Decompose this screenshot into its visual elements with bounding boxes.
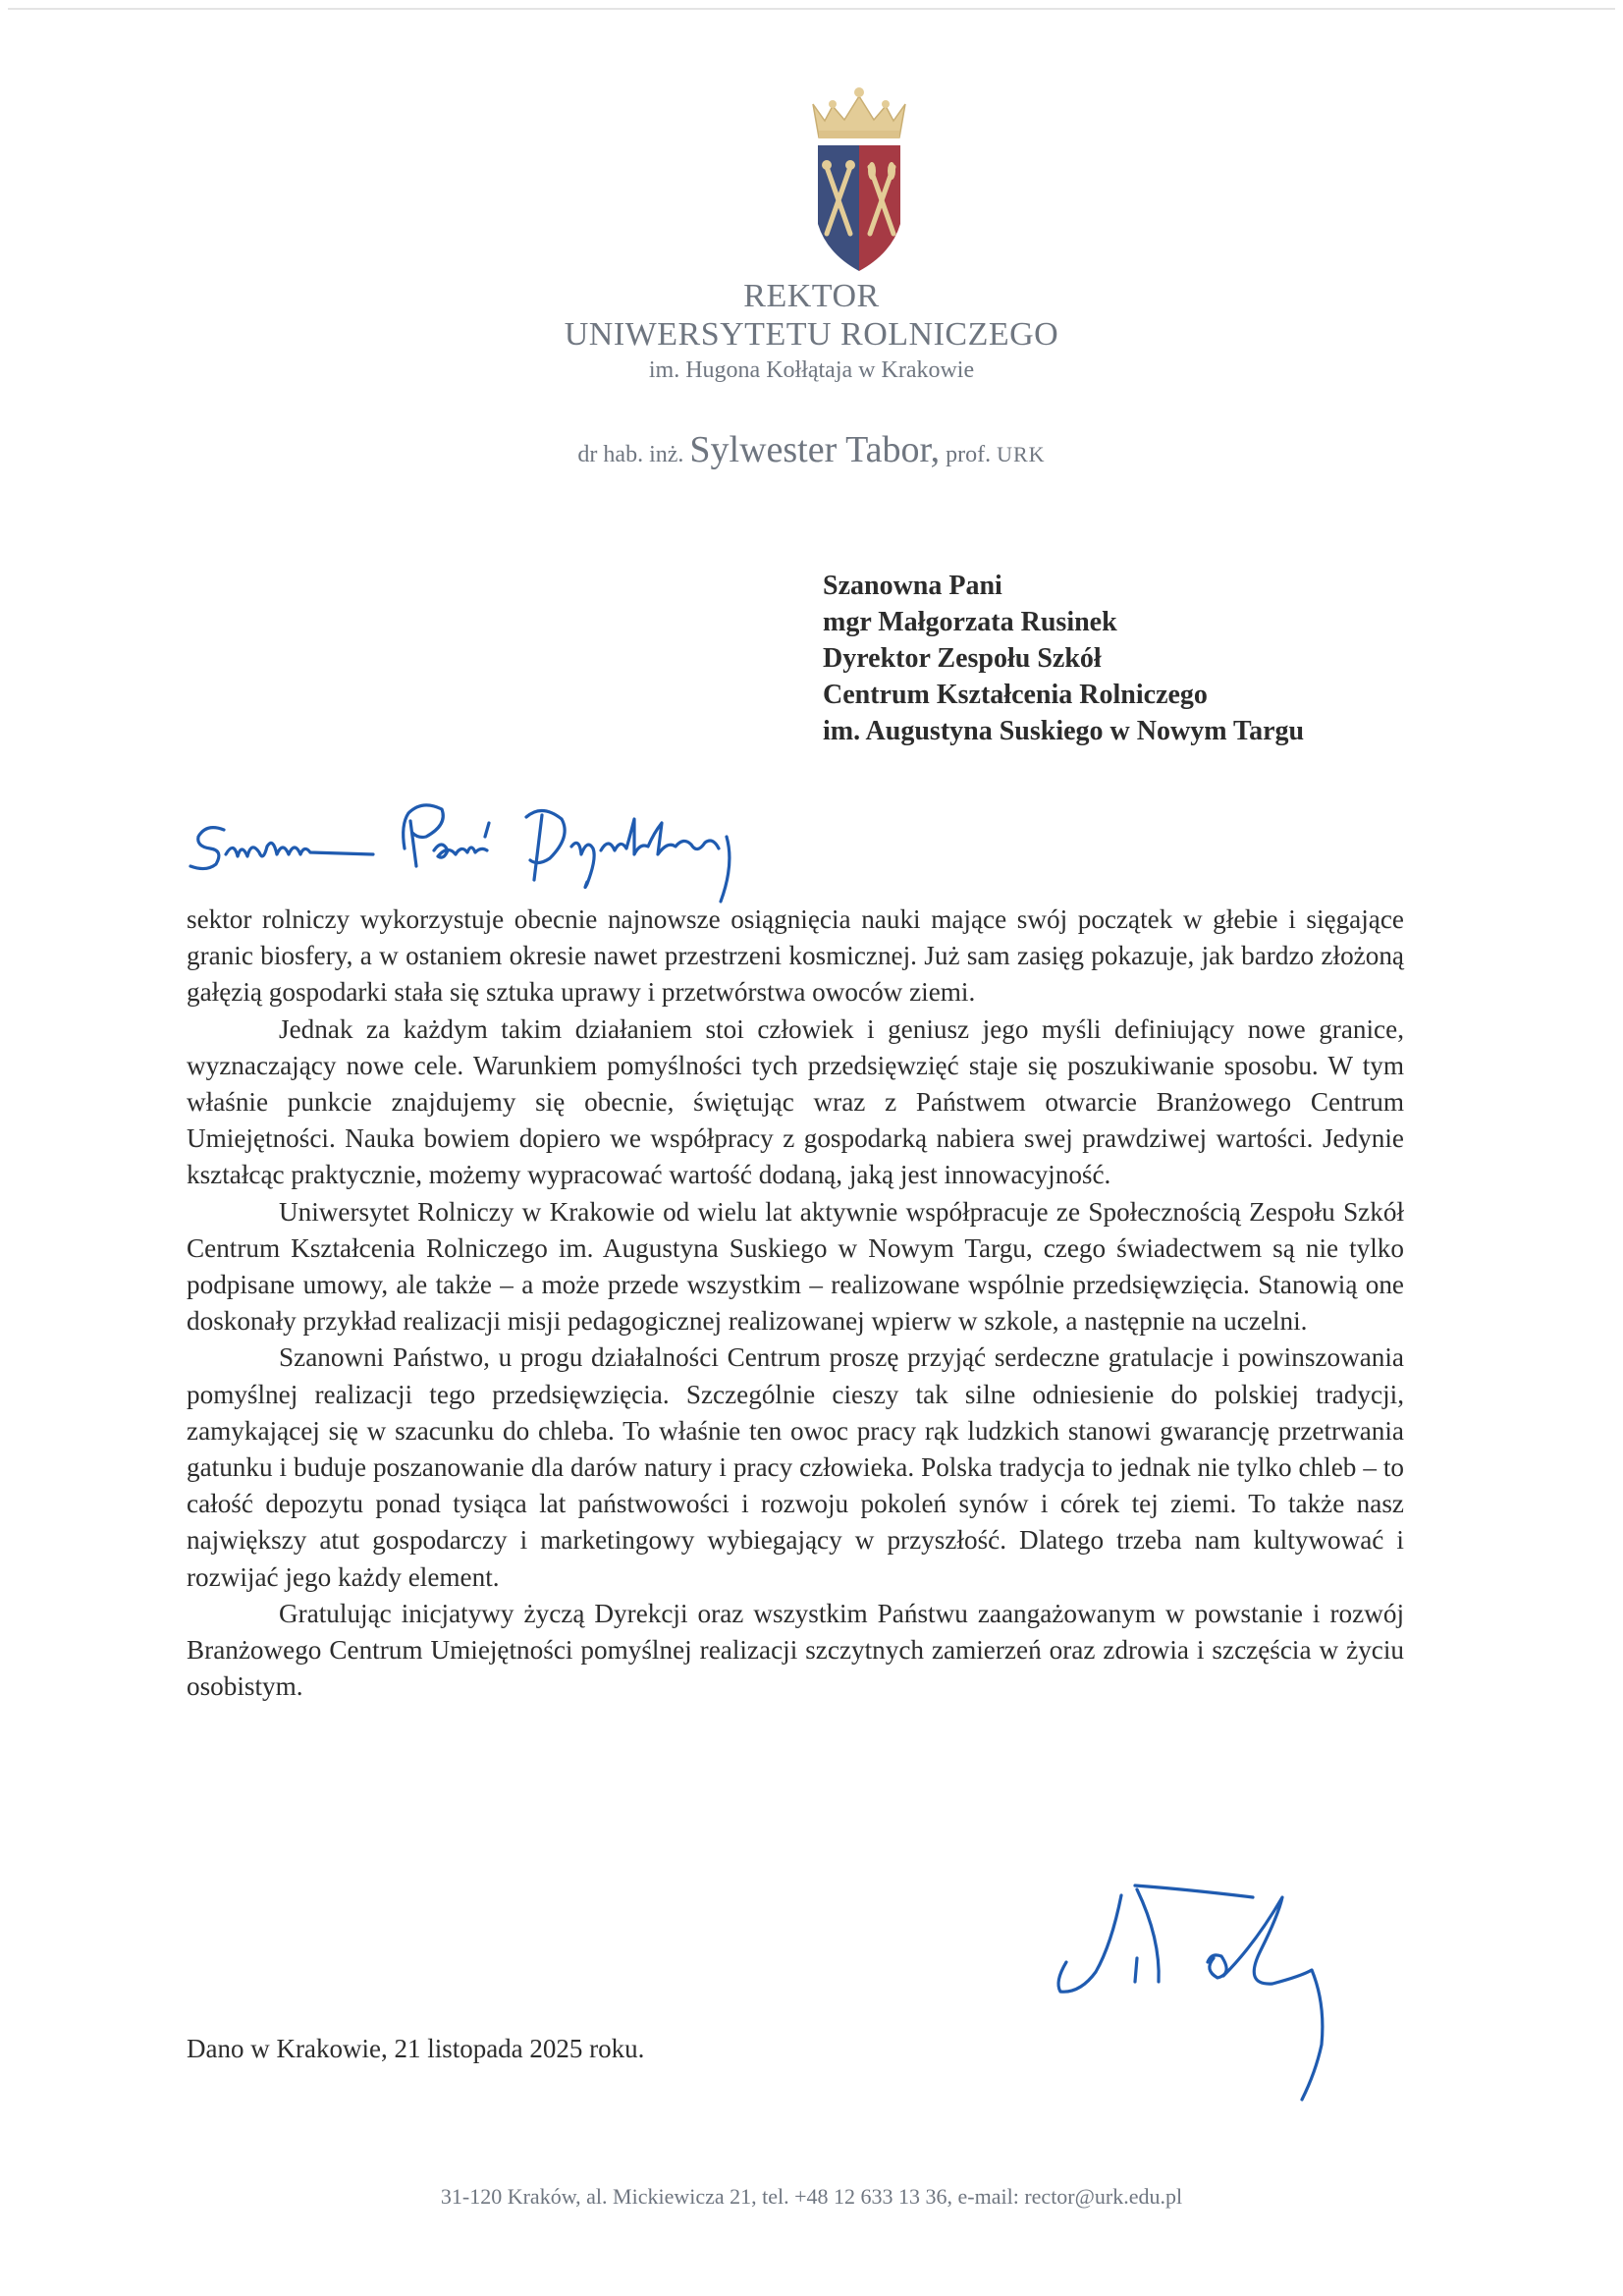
addressee-line: Szanowna Pani bbox=[823, 571, 1002, 601]
letter-body bbox=[187, 902, 1404, 1705]
university-crest-icon bbox=[785, 77, 933, 273]
letterhead-subtitle: im. Hugona Kołłątaja w Krakowie bbox=[648, 357, 975, 383]
rector-name: Sylwester Tabor, bbox=[689, 429, 941, 470]
scan-edge bbox=[8, 8, 1615, 10]
rector-suffix: prof. bbox=[946, 442, 992, 467]
body-paragraph: Szanowni Państwo, u progu działalności Centrum proszę przyjąć serdeczne gratulacje i powinszowania pomyślnej realizacji tego przedsięwzięcia. Szczególnie cieszy tak silne odniesienie do polskiej tradycji, zamykającej się w szacunku do chleba. To właśnie ten owoc pracy rąk ludzkich stanowi gwarancję przetrwania gatunku i buduje poszanowanie dla darów natury i pracy człowieka. Polska tradycja to jednak nie tylko chleb – to całość depozytu ponad tysiąca lat państwowości i rozwoju pokoleń synów i córek tej ziemi. To także nasz największy atut gospodarczy i marketingowy wybiegający w przyszłość. Dlatego trzeba nam kultywować i rozwijać jego każdy element. bbox=[187, 1342, 1404, 1592]
body-paragraph: Jednak za każdym takim działaniem stoi człowiek i geniusz jego myśli definiujący nowe granice, wyznaczający nowe cele. Warunkiem pomyślności tych przedsięwzięć staje się poszukiwanie sposobu. W tym właśnie punkcie znajdujemy się obecnie, świętując wraz z Państwem otwarcie Branżowego Centrum Umiejętności. Nauka bowiem dopiero we współpracy z gospodarką nabiera swej prawdziwej wartości. Jedynie kształcąc praktycznie, możemy wypracować wartość dodaną, jaką jest innowacyjność. bbox=[187, 1013, 1404, 1190]
body-paragraph: Uniwersytet Rolniczy w Krakowie od wielu lat aktywnie współpracuje ze Społecznością Zespołu Szkół Centrum Kształcenia Rolniczego im. Augustyna Suskiego w Nowym Targu, czego świadectwem są nie tylko podpisane umowy, ale także – a może przede wszystkim – realizowane wspólnie przedsięwzięcia. Stanowią one doskonały przykład realizacji misji pedagogicznej realizowanej wpierw w szkole, a następnie na uczelni. bbox=[187, 1196, 1404, 1337]
addressee-line: Dyrektor Zespołu Szkół bbox=[823, 643, 1102, 674]
shield-icon bbox=[818, 145, 900, 271]
rector-suffix-abbr: URK bbox=[997, 442, 1046, 466]
addressee-line: im. Augustyna Suskiego w Nowym Targu bbox=[823, 716, 1305, 746]
letterhead bbox=[0, 277, 1623, 387]
crown-icon bbox=[813, 87, 905, 138]
letterhead-title: REKTOR bbox=[743, 278, 880, 314]
handwritten-signature-icon bbox=[1021, 1856, 1355, 2111]
addressee-line: mgr Małgorzata Rusinek bbox=[823, 607, 1117, 637]
letterhead-institution: UNIWERSYTETU ROLNICZEGO bbox=[564, 316, 1059, 353]
body-paragraph: Gratulując inicjatywy życzą Dyrekcji oraz wszystkim Państwu zaangażowanym w powstanie i rozwój Branżowego Centrum Umiejętności pomyślnej realizacji szczytnych zamierzeń oraz zdrowia i szczęścia w życiu osobistym. bbox=[187, 1598, 1404, 1702]
date-line: Dano w Krakowie, 21 listopada 2025 roku. bbox=[187, 2034, 645, 2063]
rector-name-line bbox=[0, 428, 1623, 476]
addressee-line: Centrum Kształcenia Rolniczego bbox=[823, 680, 1208, 710]
addressee-block bbox=[823, 568, 1304, 749]
footer-contact: 31-120 Kraków, al. Mickiewicza 21, tel. +48 12 633 13 36, e-mail: rector@urk.edu.pl bbox=[440, 2184, 1183, 2209]
rector-prefix: dr hab. inż. bbox=[577, 442, 684, 467]
body-paragraph: sektor rolniczy wykorzystuje obecnie najnowsze osiągnięcia nauki mające swój początek w głebie i sięgające granic biosfery, a w ostaniem okresie nawet przestrzeni kosmicznej. Już sam zasięg pokazuje, jak bardzo złożoną gałęzią gospodarki stała się sztuka uprawy i przetwórstwa owoców ziemi. bbox=[187, 904, 1404, 1008]
